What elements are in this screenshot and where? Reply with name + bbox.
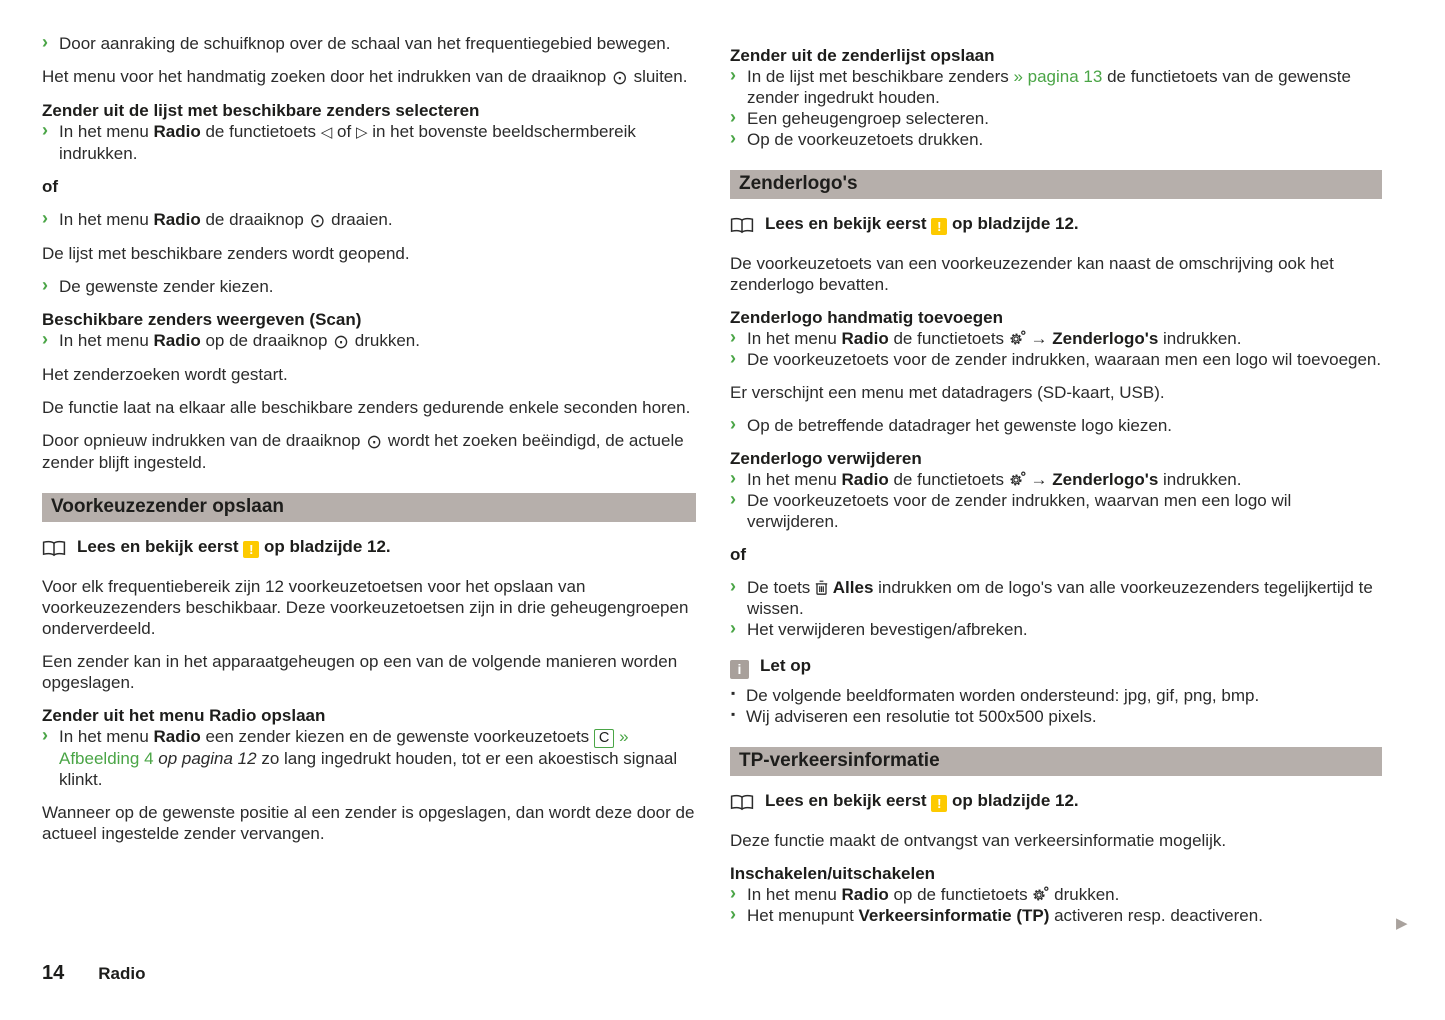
text-run: drukken. [350,331,420,350]
instruction-bullet-item [42,121,696,164]
text-run: Radio [841,885,889,904]
warning-icon: ! [931,795,947,812]
text-run: Lees en bekijk eerst [765,214,932,233]
text-run: Wij adviseren een resolutie tot 500x500 pixels. [746,707,1097,726]
instruction-bullet-item [730,415,1382,436]
rotary-knob-icon: ⊙ [366,432,383,453]
continuation-arrow-icon: ▶ [1396,915,1408,932]
paragraph [42,243,696,264]
text-run: In het menu [59,331,154,350]
chevron-bullet-icon: › [730,883,736,903]
instruction-bullet-item [730,108,1382,129]
text-run: De voorkeuzetoets voor de zender indrukken, waaraan men een logo wil toevoegen. [747,350,1382,369]
instruction-bullet-item [730,577,1382,619]
chevron-bullet-icon: › [730,65,736,85]
instruction-bullet-item [42,330,696,352]
text-run: Beschikbare zenders weergeven (Scan) [42,310,362,329]
text-run: Zender uit de lijst met beschikbare zenders selecteren [42,101,480,120]
square-bullet-icon: ▪ [731,686,736,700]
warning-icon: ! [931,218,947,235]
instruction-bullet-item [730,490,1382,532]
text-run: op de draaiknop [200,331,333,350]
chevron-bullet-icon: › [42,32,48,52]
square-bullet-icon: ▪ [731,707,736,721]
text-run: Op de betreffende datadrager het gewenste logo kiezen. [747,416,1172,435]
chevron-bullet-icon: › [42,329,48,349]
paragraph [730,382,1382,403]
chevron-bullet-icon: › [42,725,48,745]
text-run: Door aanraking de schuifknop over de schaal van het frequentiegebied bewegen. [59,34,671,53]
text-run: In het menu [747,470,842,489]
text-run: Zenderlogo's [1052,470,1159,489]
instruction-bullet-item [730,328,1382,349]
text-run: op de functietoets [888,885,1033,904]
text-run: → [1025,470,1053,489]
text-run: Radio [841,329,889,348]
text-run: In het menu [59,122,154,141]
rotary-knob-icon: ⊙ [333,332,350,353]
subheading [42,705,696,726]
instruction-bullet-item [42,276,696,297]
text-run: Lees en bekijk eerst [77,537,244,556]
instruction-bullet-item [730,619,1382,640]
trash-icon [815,577,828,598]
chevron-bullet-icon: › [730,414,736,434]
text-run: Voor elk frequentiebereik zijn 12 voorkeuzetoetsen voor het opslaan van voorkeuzezenders beschikbaar. Deze voorkeuzetoetsen zijn in drie geheugengroepen onderverdeeld. [42,577,689,638]
warning-icon: ! [243,541,259,558]
text-run: Het menupunt [747,906,859,925]
settings-gear-icon [1009,328,1026,349]
text-run: De functie laat na elkaar alle beschikbare zenders gedurende enkele seconden horen. [42,398,691,417]
text-run: De voorkeuzetoets van een voorkeuzezender kan naast de omschrijving ook het zenderlogo bevatten. [730,254,1334,294]
section-header [42,493,696,522]
text-run: Radio [841,470,889,489]
subheading [730,863,1382,884]
text-run: De voorkeuzetoets voor de zender indrukken, waarvan men een logo wil verwijderen. [747,491,1292,531]
text-run: de functietoets [200,122,321,141]
instruction-bullet-item [730,66,1382,108]
instruction-bullet-item [730,129,1382,150]
text-run: de functietoets [888,470,1009,489]
instruction-bullet-item [730,349,1382,370]
paragraph [42,802,696,844]
text-run: Let op [760,656,811,675]
text-run: In de lijst met beschikbare zenders [747,67,1014,86]
settings-gear-icon [1009,469,1026,490]
chevron-bullet-icon: › [730,128,736,148]
text-run: Zenderlogo handmatig toevoegen [730,308,1003,327]
instruction-bullet-item [730,469,1382,490]
note-list-item [730,706,1382,727]
text-run: wordt het zoeken beëindigd, de actuele zender blijft ingesteld. [42,431,684,472]
text-run: Zenderlogo's [1052,329,1159,348]
text-run: In het menu [59,727,154,746]
open-book-icon [730,793,754,814]
text-run: Wanneer op de gewenste positie al een zender is opgeslagen, dan wordt deze door de actueel ingestelde zender vervangen. [42,803,695,843]
text-run: een zender kiezen en de gewenste voorkeuzetoets [200,727,594,746]
triangle-right-icon: ▷ [355,124,368,141]
text-run: In het menu [59,210,154,229]
text-run: zo lang ingedrukt houden, tot er een akoestisch signaal klinkt. [59,749,678,789]
read-first-note [730,790,1382,814]
text-run: Radio [153,210,201,229]
section-header [730,747,1382,776]
text-run: Voorkeuzezender opslaan [51,496,284,517]
text-run: Zenderlogo's [739,173,858,194]
subheading [42,309,696,330]
text-run: op pagina 12 [158,749,257,768]
paragraph [42,364,696,385]
text-run: Op de voorkeuzetoets drukken. [747,130,984,149]
note-box-title [730,655,1382,679]
chevron-bullet-icon: › [730,489,736,509]
open-book-icon [42,539,66,560]
chevron-bullet-icon: › [730,327,736,347]
text-run: Zender uit de zenderlijst opslaan [730,46,995,65]
text-run: of [332,122,356,141]
cross-reference-link[interactable]: » pagina 13 [1013,67,1103,86]
paragraph [42,651,696,693]
text-run: De volgende beeldformaten worden ondersteund: jpg, gif, png, bmp. [746,686,1260,705]
instruction-bullet-item [730,905,1382,926]
chevron-bullet-icon: › [42,208,48,228]
function-key-c: C [594,729,614,748]
rotary-knob-icon: ⊙ [309,211,326,232]
triangle-left-icon: ◁ [320,124,333,141]
text-run: indrukken om de logo's van alle voorkeuzezenders tegelijkertijd te wissen. [747,578,1373,618]
text-run: Het menu voor het handmatig zoeken door het indrukken van de draaiknop [42,67,611,86]
text-run: Inschakelen/uitschakelen [730,864,936,883]
text-run: De lijst met beschikbare zenders wordt geopend. [42,244,410,263]
text-run: → [1025,329,1053,348]
paragraph [42,576,696,639]
or-separator [730,544,1382,565]
text-run: op bladzijde 12. [947,791,1079,810]
paragraph [42,66,696,88]
page-number: 14 [42,962,65,984]
chevron-bullet-icon: › [730,576,736,596]
paragraph [42,430,696,473]
instruction-bullet-item [42,209,696,231]
paragraph [42,397,696,418]
text-run: de functietoets [888,329,1009,348]
text-run: Radio [153,122,201,141]
page-footer [42,963,145,984]
text-run: Alles [832,578,874,597]
cross-reference-link[interactable]: » Afbeelding 4 [59,727,629,768]
subheading [730,448,1382,469]
subheading [42,100,696,121]
text-run: Het zenderzoeken wordt gestart. [42,365,288,384]
instruction-bullet-item [42,33,696,54]
chevron-bullet-icon: › [730,904,736,924]
text-run: Een geheugengroep selecteren. [747,109,989,128]
text-run: Radio [153,331,201,350]
subheading [730,45,1382,66]
text-run: TP-verkeersinformatie [739,750,940,771]
note-list-item [730,685,1382,706]
paragraph [730,253,1382,295]
text-run: indrukken. [1158,470,1242,489]
open-book-icon [730,216,754,237]
chevron-bullet-icon: › [42,120,48,140]
chevron-bullet-icon: › [730,618,736,638]
text-run: de functietoets van de gewenste zender ingedrukt houden. [747,67,1351,107]
rotary-knob-icon: ⊙ [611,68,628,89]
text-run: Zender uit het menu Radio opslaan [42,706,326,725]
paragraph [730,830,1382,851]
text-run: op bladzijde 12. [947,214,1079,233]
chevron-bullet-icon: › [730,348,736,368]
text-run: De gewenste zender kiezen. [59,277,274,296]
instruction-bullet-item [42,726,696,790]
read-first-note [42,536,696,560]
text-run: In het menu [747,329,842,348]
text-run: in het bovenste beeldschermbereik indrukken. [59,122,636,163]
text-run: of [730,545,747,564]
settings-gear-icon [1032,884,1049,905]
text-run: Deze functie maakt de ontvangst van verkeersinformatie mogelijk. [730,831,1227,850]
text-run: op bladzijde 12. [259,537,391,556]
text-run: Radio [153,727,201,746]
left-column [42,33,696,856]
instruction-bullet-item [730,884,1382,905]
text-run: Lees en bekijk eerst [765,791,932,810]
chevron-bullet-icon: › [730,468,736,488]
text-run: sluiten. [628,67,688,86]
chapter-title: Radio [98,964,146,983]
chevron-bullet-icon: › [730,107,736,127]
chevron-bullet-icon: › [42,275,48,295]
right-column [730,33,1382,926]
text-run: draaien. [326,210,393,229]
text-run: indrukken. [1158,329,1242,348]
text-run: Verkeersinformatie (TP) [858,906,1050,925]
text-run: of [42,177,59,196]
text-run: Door opnieuw indrukken van de draaiknop [42,431,366,450]
text-run: Er verschijnt een menu met datadragers (SD-kaart, USB). [730,383,1165,402]
section-header [730,170,1382,199]
text-run: drukken. [1049,885,1120,904]
text-run: Een zender kan in het apparaatgeheugen op een van de volgende manieren worden opgeslagen. [42,652,678,692]
text-run: Het verwijderen bevestigen/afbreken. [747,620,1028,639]
or-separator [42,176,696,197]
text-run: de draaiknop [200,210,309,229]
read-first-note [730,213,1382,237]
text-run: De toets [747,578,816,597]
text-run: activeren resp. deactiveren. [1049,906,1263,925]
info-icon: i [730,660,749,679]
text-run: Zenderlogo verwijderen [730,449,922,468]
subheading [730,307,1382,328]
text-run: In het menu [747,885,842,904]
